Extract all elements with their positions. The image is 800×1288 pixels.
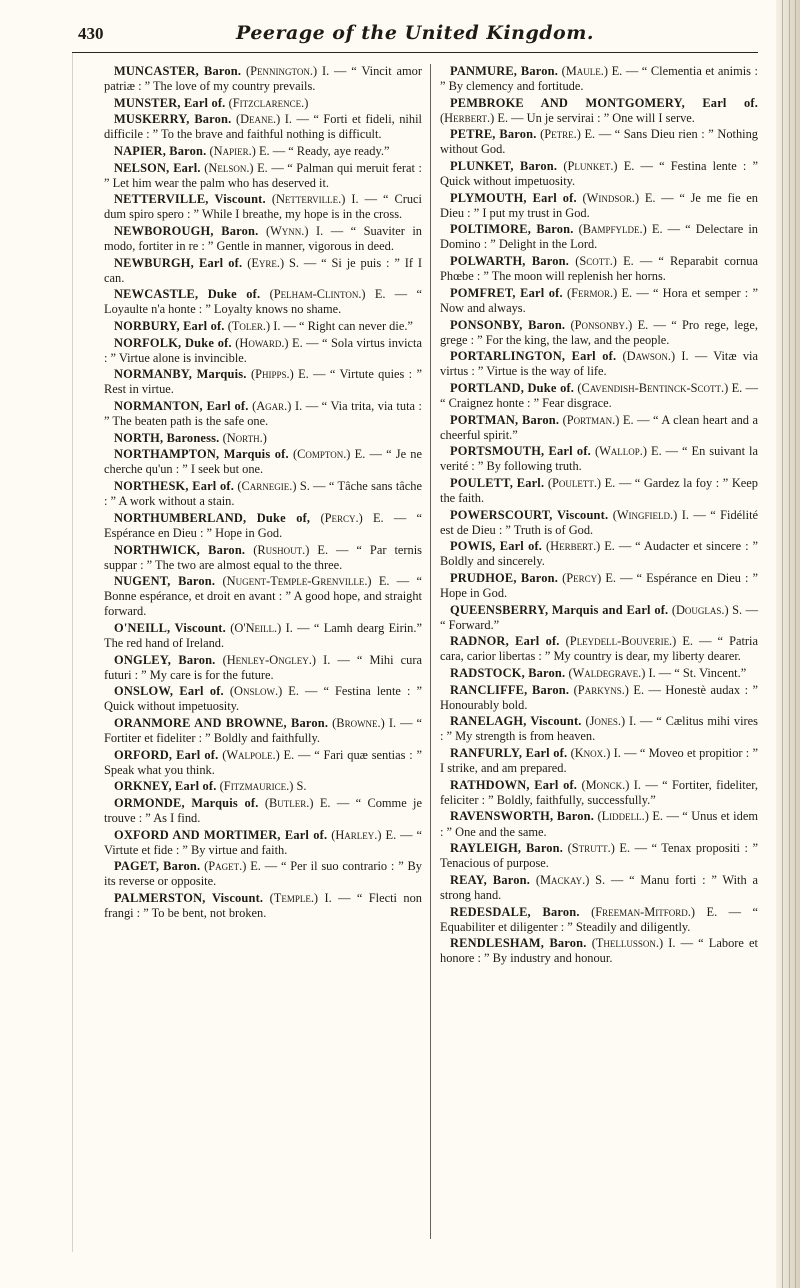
entry-title: NORMANBY, Marquis. xyxy=(114,367,247,382)
entry-family-name: (Ponsonby.) xyxy=(570,317,633,332)
peerage-entry xyxy=(104,336,422,366)
entry-title: POLWARTH, Baron. xyxy=(450,254,570,269)
entry-family-name: (Walpole.) xyxy=(222,747,280,762)
entry-family-name: (Fermor.) xyxy=(567,285,618,300)
peerage-entry xyxy=(104,96,422,111)
entry-family-name: (Howard.) xyxy=(235,335,289,350)
entry-family-name: (Fitzclarence.) xyxy=(228,95,309,110)
entry-title: RENDLESHAM, Baron. xyxy=(450,936,587,951)
entry-motto: I. — “ Right can never die.” xyxy=(273,319,413,334)
entry-title: ORKNEY, Earl of. xyxy=(114,779,217,794)
entry-family-name: (Toler.) xyxy=(227,319,271,334)
entry-title: NORTH, Baroness. xyxy=(114,430,220,445)
entry-family-name: (Pleydell-Bouverie.) xyxy=(565,634,677,649)
peerage-entry xyxy=(440,159,758,189)
entry-motto: I. — “ Cruci dum spiro spero : ” While I breathe, my hope is in the cross. xyxy=(104,192,422,222)
entry-title: RANELAGH, Viscount. xyxy=(450,714,582,729)
peerage-entry xyxy=(104,859,422,889)
entry-family-name: (Portman.) xyxy=(562,412,620,427)
entry-motto: I. — “ Suaviter in modo, fortiter in re : ” Gentle in manner, vigorous in deed. xyxy=(104,224,422,254)
peerage-entry xyxy=(104,399,422,429)
entry-motto: S. xyxy=(296,779,307,794)
peerage-entry xyxy=(440,841,758,871)
peerage-entry xyxy=(104,828,422,858)
entry-motto: E. — “ Pro rege, lege, grege : ” For the king, the law, and the people. xyxy=(440,317,758,347)
entry-family-name: (Petre.) xyxy=(540,127,581,142)
entry-title: NORMANTON, Earl of. xyxy=(114,399,249,414)
peerage-entry xyxy=(440,936,758,966)
entry-motto: E. — “ Clementia et animis : ” By clemency and fortitude. xyxy=(440,64,758,94)
entry-family-name: (Phipps.) xyxy=(250,367,294,382)
entry-family-name: (Monck.) xyxy=(581,777,630,792)
entry-family-name: (Dawson.) xyxy=(622,349,676,364)
entry-title: PAGET, Baron. xyxy=(114,859,201,874)
peerage-entry xyxy=(440,778,758,808)
entry-title: NORBURY, Earl of. xyxy=(114,319,225,334)
left-column xyxy=(104,64,422,923)
peerage-entry xyxy=(104,748,422,778)
peerage-entry xyxy=(104,621,422,651)
entry-title: ONGLEY, Baron. xyxy=(114,652,216,667)
entry-motto: E. — Un je servirai : ” One will I serve. xyxy=(497,110,695,125)
entry-title: ORANMORE AND BROWNE, Baron. xyxy=(114,715,329,730)
peerage-entry xyxy=(104,192,422,222)
entry-title: POLTIMORE, Baron. xyxy=(450,222,574,237)
peerage-entry xyxy=(104,287,422,317)
peerage-entry xyxy=(104,653,422,683)
entry-title: NEWCASTLE, Duke of. xyxy=(114,287,261,302)
peerage-entry xyxy=(104,447,422,477)
entry-title: PORTLAND, Duke of. xyxy=(450,380,575,395)
entry-title: NUGENT, Baron. xyxy=(114,574,216,589)
entry-family-name: (Fitzmaurice.) xyxy=(219,779,294,794)
peerage-entry xyxy=(440,349,758,379)
entry-family-name: (Butler.) xyxy=(264,796,314,810)
peerage-entry xyxy=(440,905,758,935)
entry-motto: E. — “ Gardez la foy : ” Keep the faith. xyxy=(440,475,758,505)
peerage-entry xyxy=(104,479,422,509)
page-gutter-line xyxy=(72,52,73,1252)
entry-motto: E. — “ Fari quæ sentias : ” Speak what you think. xyxy=(104,747,422,777)
entry-family-name: (Agar.) xyxy=(252,399,292,414)
peerage-entry xyxy=(440,413,758,443)
entry-motto: I. — “ Via trita, via tuta : ” The beaten path is the safe one. xyxy=(104,399,422,429)
entry-family-name: (Pennington.) xyxy=(246,64,318,78)
entry-title: PEMBROKE AND MONTGOMERY, Earl of. xyxy=(450,95,758,110)
entry-family-name: (Nelson.) xyxy=(204,160,254,175)
peerage-entry xyxy=(104,796,422,826)
entry-motto: E. — “ Comme je trouve : ” As I find. xyxy=(104,796,422,826)
entry-family-name: (Temple.) xyxy=(269,891,319,906)
peerage-entry xyxy=(104,144,422,159)
entry-motto: E. — “ Delectare in Domino : ” Delight in the Lord. xyxy=(440,222,758,252)
entry-family-name: (Mackay.) xyxy=(535,872,590,887)
page-number: 430 xyxy=(78,24,104,43)
entry-title: NORTHESK, Earl of. xyxy=(114,479,235,494)
entry-motto: E. — “ Audacter et sincere : ” Boldly and sincerely. xyxy=(440,539,758,569)
entry-title: QUEENSBERRY, Marquis and Earl of. xyxy=(450,602,669,617)
entry-motto: I. — “ St. Vincent.” xyxy=(648,666,747,681)
entry-motto: E. — “ Palman qui meruit ferat : ” Let him wear the palm who has deserved it. xyxy=(104,160,422,190)
entry-motto: E. — “ Sola virtus invicta : ” Virtue alone is invincible. xyxy=(104,335,422,365)
entry-title: NEWBURGH, Earl of. xyxy=(114,255,243,270)
entry-title: MUNCASTER, Baron. xyxy=(114,64,242,78)
entry-family-name: (Carnegie.) xyxy=(237,479,297,494)
entry-family-name: (Onslow.) xyxy=(229,684,283,699)
peerage-entry xyxy=(440,683,758,713)
entry-title: RADSTOCK, Baron. xyxy=(450,666,566,681)
entry-family-name: (Netterville.) xyxy=(271,192,346,207)
entry-family-name: (Pelham-Clinton.) xyxy=(269,287,366,302)
entry-title: POMFRET, Earl of. xyxy=(450,285,563,300)
entry-motto: I. — “ Mihi cura futuri : ” My care is for the future. xyxy=(104,652,422,682)
entry-title: MUSKERRY, Baron. xyxy=(114,112,232,127)
peerage-entry xyxy=(104,256,422,286)
peerage-entry xyxy=(104,716,422,746)
column-divider xyxy=(430,64,431,1239)
entry-motto: E. — “ Par ternis suppar : ” The two are almost equal to the three. xyxy=(104,542,422,572)
entry-family-name: (Napier.) xyxy=(209,144,256,159)
entry-title: RANFURLY, Earl of. xyxy=(450,746,568,761)
entry-title: RAYLEIGH, Baron. xyxy=(450,841,564,856)
peerage-entry xyxy=(104,684,422,714)
entry-family-name: (Browne.) xyxy=(332,715,385,730)
peerage-entry xyxy=(440,254,758,284)
entry-title: RADNOR, Earl of. xyxy=(450,634,560,649)
entry-family-name: (Eyre.) xyxy=(247,255,285,270)
entry-motto: I. — “ Forti et fideli, nihil difficile : ” To the brave and faithful nothing is difficult. xyxy=(104,112,422,142)
peerage-entry xyxy=(104,511,422,541)
peerage-entry xyxy=(440,873,758,903)
peerage-entry xyxy=(440,571,758,601)
peerage-entry xyxy=(104,779,422,794)
peerage-entry xyxy=(440,634,758,664)
entry-motto: S. — “ Si je puis : ” If I can. xyxy=(104,255,422,285)
entry-motto: I. — “ Lamh dearg Eirin.” The red hand of Ireland. xyxy=(104,620,422,650)
entry-motto: E. — “ Virtute quies : ” Rest in virtue. xyxy=(104,367,422,397)
entry-family-name: (Thellusson.) xyxy=(591,936,664,951)
peerage-entry xyxy=(440,318,758,348)
entry-family-name: (Deane.) xyxy=(235,112,281,127)
entry-motto: E. — “ Ready, aye ready.” xyxy=(258,144,390,159)
entry-family-name: (Percy) xyxy=(562,571,602,585)
peerage-entry xyxy=(440,286,758,316)
entry-title: RATHDOWN, Earl of. xyxy=(450,777,578,792)
entry-motto: E. — “ Virtute et fide : ” By virtue and faith. xyxy=(104,827,422,857)
entry-motto: E. — “ Unus et idem : ” One and the same. xyxy=(440,809,758,839)
peerage-entry xyxy=(104,431,422,446)
running-title: Peerage of the United Kingdom. xyxy=(236,22,594,44)
entry-title: POWERSCOURT, Viscount. xyxy=(450,507,609,522)
entry-family-name: (Compton.) xyxy=(292,447,351,462)
entry-motto: I. — “ Fidélité est de Dieu : ” Truth is of God. xyxy=(440,507,759,537)
entry-family-name: (Cavendish-Bentinck-Scott.) xyxy=(577,380,729,395)
peerage-entry xyxy=(440,127,758,157)
entry-motto: E. — “ Hora et semper : ” Now and always. xyxy=(440,285,758,315)
entry-title: NORTHWICK, Baron. xyxy=(114,542,246,557)
entry-family-name: (Jones.) xyxy=(585,714,626,729)
entry-family-name: (Bampfylde.) xyxy=(578,222,647,237)
peerage-entry xyxy=(440,539,758,569)
entry-motto: I. — Vitæ via virtus : ” Virtue is the way of life. xyxy=(440,349,758,379)
entry-family-name: (O'Neill.) xyxy=(230,620,282,635)
entry-motto: I. — “ Fortiter, fideliter, feliciter : ” Boldly, faithfully, successfully.” xyxy=(440,777,758,807)
entry-title: POWIS, Earl of. xyxy=(450,539,543,554)
peerage-entry xyxy=(440,508,758,538)
entry-motto: E. — Honestè audax : ” Honourably bold. xyxy=(440,682,758,712)
entry-motto: E. — “ Tenax propositi : ” Tenacious of purpose. xyxy=(440,841,758,871)
entry-motto: E. — “ Patria cara, carior libertas : ” My country is dear, my liberty dearer. xyxy=(440,634,758,664)
entry-motto: E. — “ Espérance en Dieu : ” Hope in God. xyxy=(440,571,758,601)
entry-motto: I. — “ Vincit amor patriæ : ” The love of my country prevails. xyxy=(104,64,422,94)
peerage-entry xyxy=(440,222,758,252)
entry-title: MUNSTER, Earl of. xyxy=(114,95,226,110)
entry-motto: E. — “ En suivant la verité : ” By following truth. xyxy=(440,444,758,474)
peerage-entry xyxy=(104,574,422,619)
entry-motto: E. — “ Bonne espérance, et droit en avant : ” A good hope, and straight forward. xyxy=(104,574,422,619)
peerage-entry xyxy=(104,161,422,191)
peerage-entry xyxy=(440,381,758,411)
entry-motto: S. — “ Forward.” xyxy=(440,602,758,632)
entry-title: PORTSMOUTH, Earl of. xyxy=(450,444,591,459)
entry-title: ORFORD, Earl of. xyxy=(114,747,219,762)
entry-motto: E. — “ A clean heart and a cheerful spirit.” xyxy=(440,412,758,442)
entry-motto: E. — “ Reparabit cornua Phœbe : ” The moon will replenish her horns. xyxy=(440,254,758,284)
peerage-entry xyxy=(104,891,422,921)
entry-title: RANCLIFFE, Baron. xyxy=(450,682,570,697)
entry-title: REAY, Baron. xyxy=(450,872,531,887)
entry-family-name: (Poulett.) xyxy=(547,475,602,490)
peerage-entry xyxy=(104,319,422,334)
entry-motto: I. — “ Labore et honore : ” By industry and honour. xyxy=(440,936,758,966)
entry-title: PLYMOUTH, Earl of. xyxy=(450,190,577,205)
entry-title: PONSONBY, Baron. xyxy=(450,317,566,332)
entry-motto: S. — “ Manu forti : ” With a strong hand. xyxy=(440,872,758,902)
entry-family-name: (Douglas.) xyxy=(671,602,729,617)
entry-title: OXFORD AND MORTIMER, Earl of. xyxy=(114,827,328,842)
entry-title: PANMURE, Baron. xyxy=(450,64,559,78)
entry-motto: E. — “ Equabiliter et diligenter : ” Steadily and diligently. xyxy=(440,904,758,934)
entry-motto: I. — “ Cælitus mihi vires : ” My strength is from heaven. xyxy=(440,714,759,744)
peerage-entry xyxy=(440,666,758,681)
peerage-entry xyxy=(104,112,422,142)
entry-family-name: (Plunket.) xyxy=(563,159,618,174)
entry-family-name: (Harley.) xyxy=(331,827,382,842)
entry-family-name: (Parkyns.) xyxy=(573,682,629,697)
book-edge-line xyxy=(789,0,790,1288)
entry-family-name: (Percy.) xyxy=(320,510,363,525)
entry-motto: E. — “ Craignez honte : ” Fear disgrace. xyxy=(440,380,758,410)
entry-title: PORTMAN, Baron. xyxy=(450,412,560,427)
entry-motto: E. — “ Festina lente : ” Quick without impetuosity. xyxy=(104,684,422,714)
peerage-entry xyxy=(104,224,422,254)
entry-motto: E. — “ Festina lente : ” Quick without impetuosity. xyxy=(440,159,758,189)
book-edge-line xyxy=(782,0,783,1288)
entry-title: PALMERSTON, Viscount. xyxy=(114,891,264,906)
entry-title: NELSON, Earl. xyxy=(114,160,201,175)
peerage-entry xyxy=(104,64,422,94)
peerage-entry xyxy=(440,96,758,126)
entry-title: O'NEILL, Viscount. xyxy=(114,620,226,635)
entry-title: ONSLOW, Earl of. xyxy=(114,684,224,699)
entry-title: REDESDALE, Baron. xyxy=(450,904,580,919)
entry-title: PLUNKET, Baron. xyxy=(450,159,558,174)
entry-family-name: (Wynn.) xyxy=(265,224,309,239)
book-edge xyxy=(776,0,800,1288)
peerage-entry xyxy=(104,543,422,573)
entry-title: NORTHUMBERLAND, Duke of, xyxy=(114,510,311,525)
entry-title: PRUDHOE, Baron. xyxy=(450,571,559,585)
entry-motto: E. — “ Je ne cherche qu'un : ” I seek but one. xyxy=(104,447,422,477)
entry-family-name: (Herbert.) xyxy=(546,539,601,554)
entry-motto: I. — “ Flecti non frangi : ” To be bent, not broken. xyxy=(104,891,422,921)
entry-title: POULETT, Earl. xyxy=(450,475,545,490)
entry-motto: I. — “ Moveo et propitior : ” I strike, and am prepared. xyxy=(440,746,759,776)
book-edge-line xyxy=(795,0,796,1288)
entry-motto: S. — “ Tâche sans tâche : ” A work without a stain. xyxy=(104,479,422,509)
page-header xyxy=(72,22,758,53)
entry-family-name: (Nugent-Temple-Grenville.) xyxy=(222,574,372,589)
entry-family-name: (Scott.) xyxy=(575,254,617,269)
entry-title: NEWBOROUGH, Baron. xyxy=(114,224,259,239)
entry-family-name: (Liddell.) xyxy=(597,809,649,824)
right-column xyxy=(440,64,758,968)
entry-motto: E. — “ Je me fie en Dieu : ” I put my trust in God. xyxy=(440,190,758,220)
entry-motto: E. — “ Sans Dieu rien : ” Nothing without God. xyxy=(440,127,758,157)
entry-family-name: (Paget.) xyxy=(204,859,247,874)
entry-family-name: (Maule.) xyxy=(561,64,608,78)
entry-title: RAVENSWORTH, Baron. xyxy=(450,809,595,824)
peerage-entry xyxy=(104,367,422,397)
peerage-entry xyxy=(440,444,758,474)
peerage-entry xyxy=(440,476,758,506)
entry-family-name: (Strutt.) xyxy=(567,841,615,856)
entry-family-name: (Windsor.) xyxy=(582,190,640,205)
entry-motto: I. — “ Fortiter et fideliter : ” Boldly and faithfully. xyxy=(104,715,422,746)
peerage-entry xyxy=(440,64,758,94)
entry-title: PETRE, Baron. xyxy=(450,127,537,142)
peerage-entry xyxy=(440,809,758,839)
entry-family-name: (Henley-Ongley.) xyxy=(222,652,316,667)
entry-title: PORTARLINGTON, Earl of. xyxy=(450,349,617,364)
entry-title: NAPIER, Baron. xyxy=(114,144,207,159)
entry-title: ORMONDE, Marquis of. xyxy=(114,796,259,810)
peerage-entry xyxy=(440,714,758,744)
entry-motto: E. — “ Per il suo contrario : ” By its reverse or opposite. xyxy=(104,859,422,889)
entry-family-name: (Wallop.) xyxy=(594,444,647,459)
entry-title: NORTHAMPTON, Marquis of. xyxy=(114,447,289,462)
entry-family-name: (Herbert.) xyxy=(440,110,495,125)
peerage-entry xyxy=(440,191,758,221)
entry-family-name: (Wingfield.) xyxy=(612,507,678,522)
entry-family-name: (Waldegrave.) xyxy=(568,666,646,681)
entry-family-name: (Freeman-Mitford.) xyxy=(591,904,696,919)
entry-family-name: (North.) xyxy=(222,430,267,445)
peerage-entry xyxy=(440,746,758,776)
entry-family-name: (Rushout.) xyxy=(253,542,310,557)
entry-family-name: (Knox.) xyxy=(570,746,611,761)
entry-title: NORFOLK, Duke of. xyxy=(114,335,232,350)
entry-motto: E. — “ Espérance en Dieu : ” Hope in God. xyxy=(104,510,422,540)
peerage-entry xyxy=(440,603,758,633)
entry-title: NETTERVILLE, Viscount. xyxy=(114,192,266,207)
entry-motto: E. — “ Loyaulte n'a honte : ” Loyalty knows no shame. xyxy=(104,287,422,317)
